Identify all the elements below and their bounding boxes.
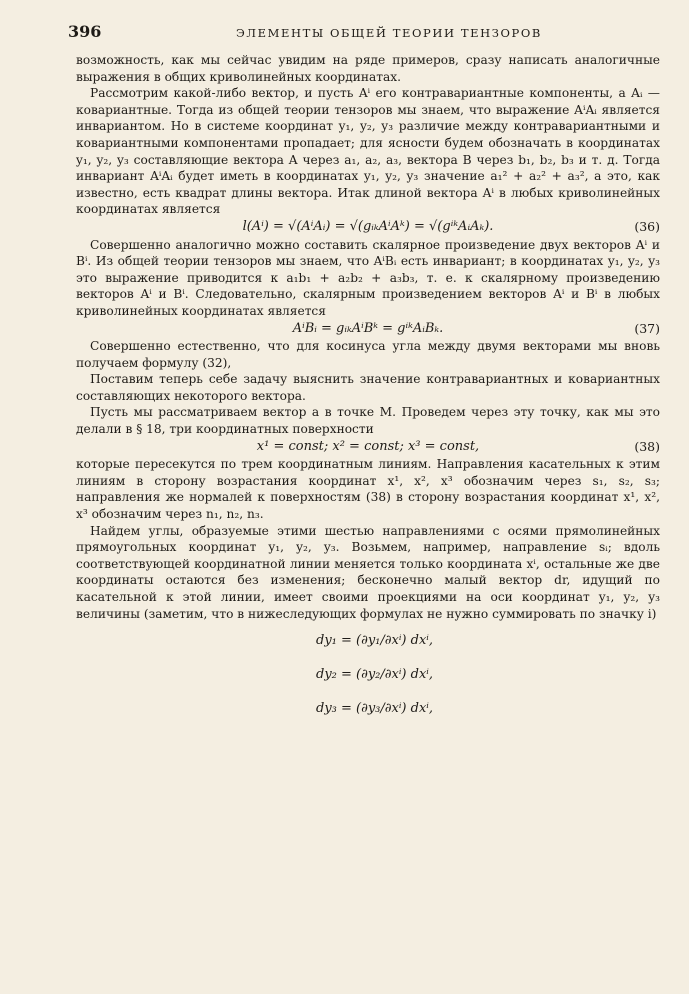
page-body (76, 52, 660, 726)
paragraph-2: Рассмотрим какой-либо вектор, и пусть Aⁱ его контравариантные компоненты, а Aᵢ — ковариантные. Тогда из общей теории тензоров мы знаем, что выражение AⁱAᵢ является инвариантом. Но в системе координат y₁, y₂, y₃ различие между контравариантными и ковариантными компонентами пропадает; для ясности будем обозначать в координатах y₁, y₂, y₃ составляющие вектора A через a₁, a₂, a₃, вектора B через b₁, b₂, b₃ и т. д. Тогда инвариант AⁱAᵢ будет иметь в координатах y₁, y₂, y₃ значение a₁² + a₂² + a₃², а это, как известно, есть квадрат длины вектора. Итак длиной вектора Aⁱ в любых криволинейных координатах является (76, 86, 660, 217)
page-number: 396 (68, 22, 102, 41)
equation-36-number: (36) (634, 218, 660, 234)
equation-37-number: (37) (634, 320, 660, 336)
running-title: ЭЛЕМЕНТЫ ОБЩЕЙ ТЕОРИИ ТЕНЗОРОВ (236, 26, 542, 40)
paragraph-4: Совершенно естественно, что для косинуса угла между двумя векторами мы вновь получаем формулу (32), (76, 339, 660, 370)
equation-37 (76, 321, 660, 338)
paragraph-5: Поставим теперь себе задачу выяснить значение контравариантных и ковариантных составляющих некоторого вектора. (76, 372, 660, 403)
equation-dy3: dy₃ = (∂y₃/∂xⁱ) dxⁱ, (316, 701, 434, 717)
paragraph-1: возможность, как мы сейчас увидим на ряде примеров, сразу написать аналогичные выражения в общих криволинейных координатах. (76, 53, 660, 84)
derivative-equations (316, 624, 660, 726)
paragraph-7: которые пересекутся по трем координатным линиям. Направления касательных к этим линиям в сторону возрастания координат x¹, x², x³ обозначим через s₁, s₂, s₃; направления же нормалей к поверхностям (38) в сторону возрастания координат x¹, x², x³ обозначим через n₁, n₂, n₃. (76, 457, 660, 522)
page-header (68, 22, 663, 52)
equation-38-number: (38) (634, 438, 660, 454)
equation-38-body: x¹ = const; x² = const; x³ = const, (256, 438, 480, 454)
equation-36 (76, 219, 660, 236)
paragraph-8: Найдем углы, образуемые этими шестью направлениями с осями прямолинейных прямоугольных координат y₁, y₂, y₃. Возьмем, например, направление sᵢ; вдоль соответствующей координатной линии меняется только координата xⁱ, остальные же две координаты остаются без изменения; бесконечно малый вектор dr, идущий по касательной к этой линии, имеет своими проекциями на оси координат y₁, y₂, y₃ величины (заметим, что в нижеследующих формулах не нужно суммировать по значку i) (76, 523, 660, 621)
paragraph-3: Совершенно аналогично можно составить скалярное произведение двух векторов Aⁱ и Bⁱ. Из общей теории тензоров мы знаем, что AⁱBᵢ есть инвариант; в координатах y₁, y₂, y₃ это выражение приводится к a₁b₁ + a₂b₂ + a₃b₃, т. е. к скалярному произведению векторов Aⁱ и Bⁱ. Следовательно, скалярным произведением векторов Aⁱ и Bⁱ в любых криволинейных координатах является (76, 237, 660, 318)
equation-37-body: AⁱBᵢ = gᵢₖAⁱBᵏ = gⁱᵏAᵢBₖ. (292, 320, 444, 336)
equation-38 (76, 439, 660, 456)
equation-36-body: l(Aⁱ) = √(AⁱAᵢ) = √(gᵢₖAⁱAᵏ) = √(gⁱᵏAᵢAₖ). (242, 218, 494, 234)
equation-dy1: dy₁ = (∂y₁/∂xⁱ) dxⁱ, (316, 633, 434, 649)
equation-dy2: dy₂ = (∂y₂/∂xⁱ) dxⁱ, (316, 667, 434, 683)
paragraph-6: Пусть мы рассматриваем вектор a в точке M. Проведем через эту точку, как мы это делали в § 18, три координатных поверхности (76, 405, 660, 437)
